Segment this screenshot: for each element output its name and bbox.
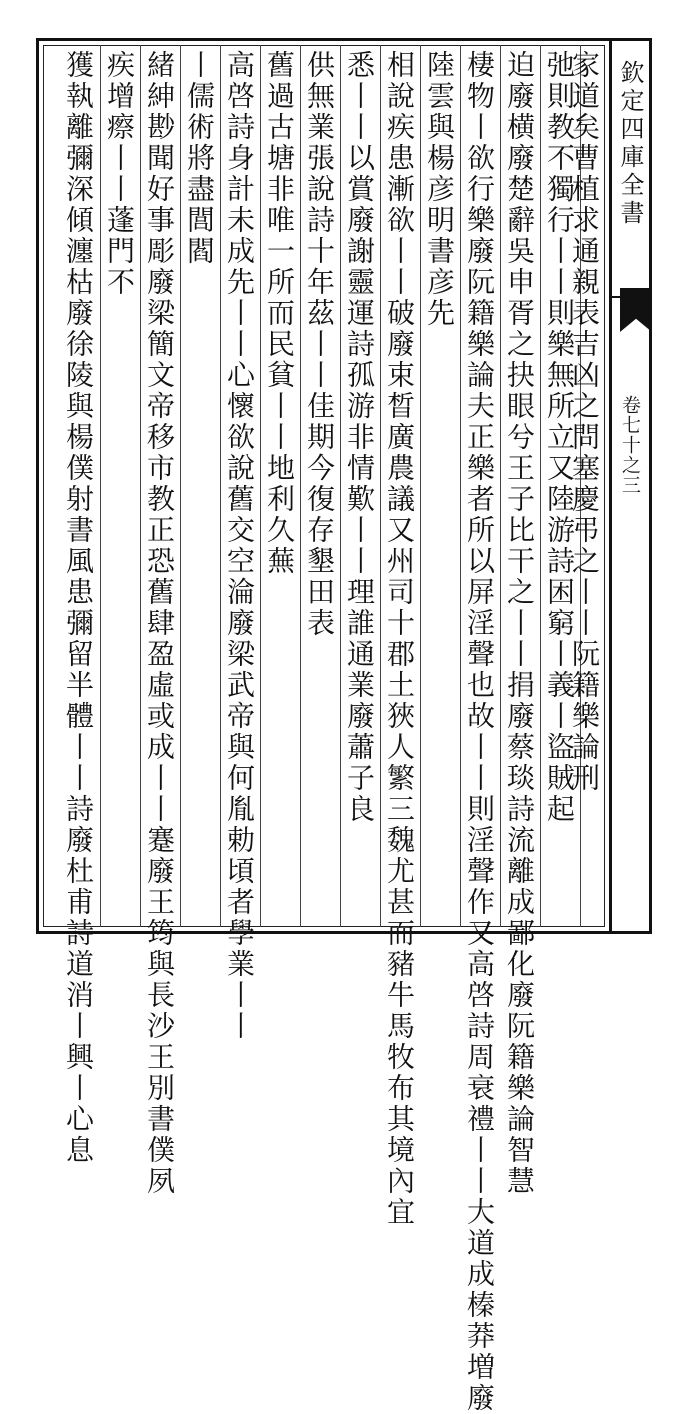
text-column: 供無業張說詩十年茲丨丨佳期今復存墾田表 [303, 50, 336, 639]
margin-volume-label: 卷七十之三 [619, 395, 641, 495]
text-column: 疾增瘵丨丨蓬門不 [103, 50, 136, 298]
text-column: 弛則教不獨行丨丨則樂無所立又陸游詩困窮丨義丨盜賊起 [543, 50, 576, 825]
text-column: 獲執離彌深傾瀍枯廢徐陵與楊僕射書風患彌留半體丨丨詩廢杜甫詩道消丨興丨心息 [62, 50, 95, 1166]
text-column: 陸雲與楊彦明書彦先 [423, 50, 456, 329]
text-column: 高啓詩身計未成先丨丨心懷欲說舊交空淪廢梁武帝與何胤勅頃者學業丨丨 [223, 50, 256, 1042]
text-column: 悉丨丨以賞廢謝靈運詩孤游非情歎丨丨理誰通業廢蕭子良 [343, 50, 376, 825]
text-column: 棲物丨欲行樂廢阮籍樂論夫正樂者所以屏淫聲也故丨丨則淫聲作又高啓詩周衰禮丨丨大道成榛莽増廢 [463, 50, 496, 1414]
text-column: 迫廢横廢楚辭吳申胥之抉眼兮王子比干之丨丨捐廢蔡琰詩流離成鄙化廢阮籍樂論智慧 [503, 50, 536, 1197]
text-column: 相說疾患漸欲丨丨破廢束晳廣農議又州司十郡土狹人繁三魏尤甚而豬牛馬牧布其境內宜 [383, 50, 416, 1228]
margin-book-title: 欽定四庫全書 [616, 60, 644, 228]
text-column: 舊過古塘非唯一所而民貧丨丨地利久蕪 [263, 50, 296, 577]
text-column: 緒紳尠聞好事彫廢梁簡文帝移市教正恐舊肆盈虛或成丨丨蹇廢王筠與長沙王別書僕夙 [143, 50, 176, 1197]
text-column: 家道矣曹植求通親表吉凶之問塞慶弔之丨丨阮籍樂論刑 [568, 50, 601, 794]
text-column: 丨儒術將盡閭閻 [183, 50, 216, 267]
